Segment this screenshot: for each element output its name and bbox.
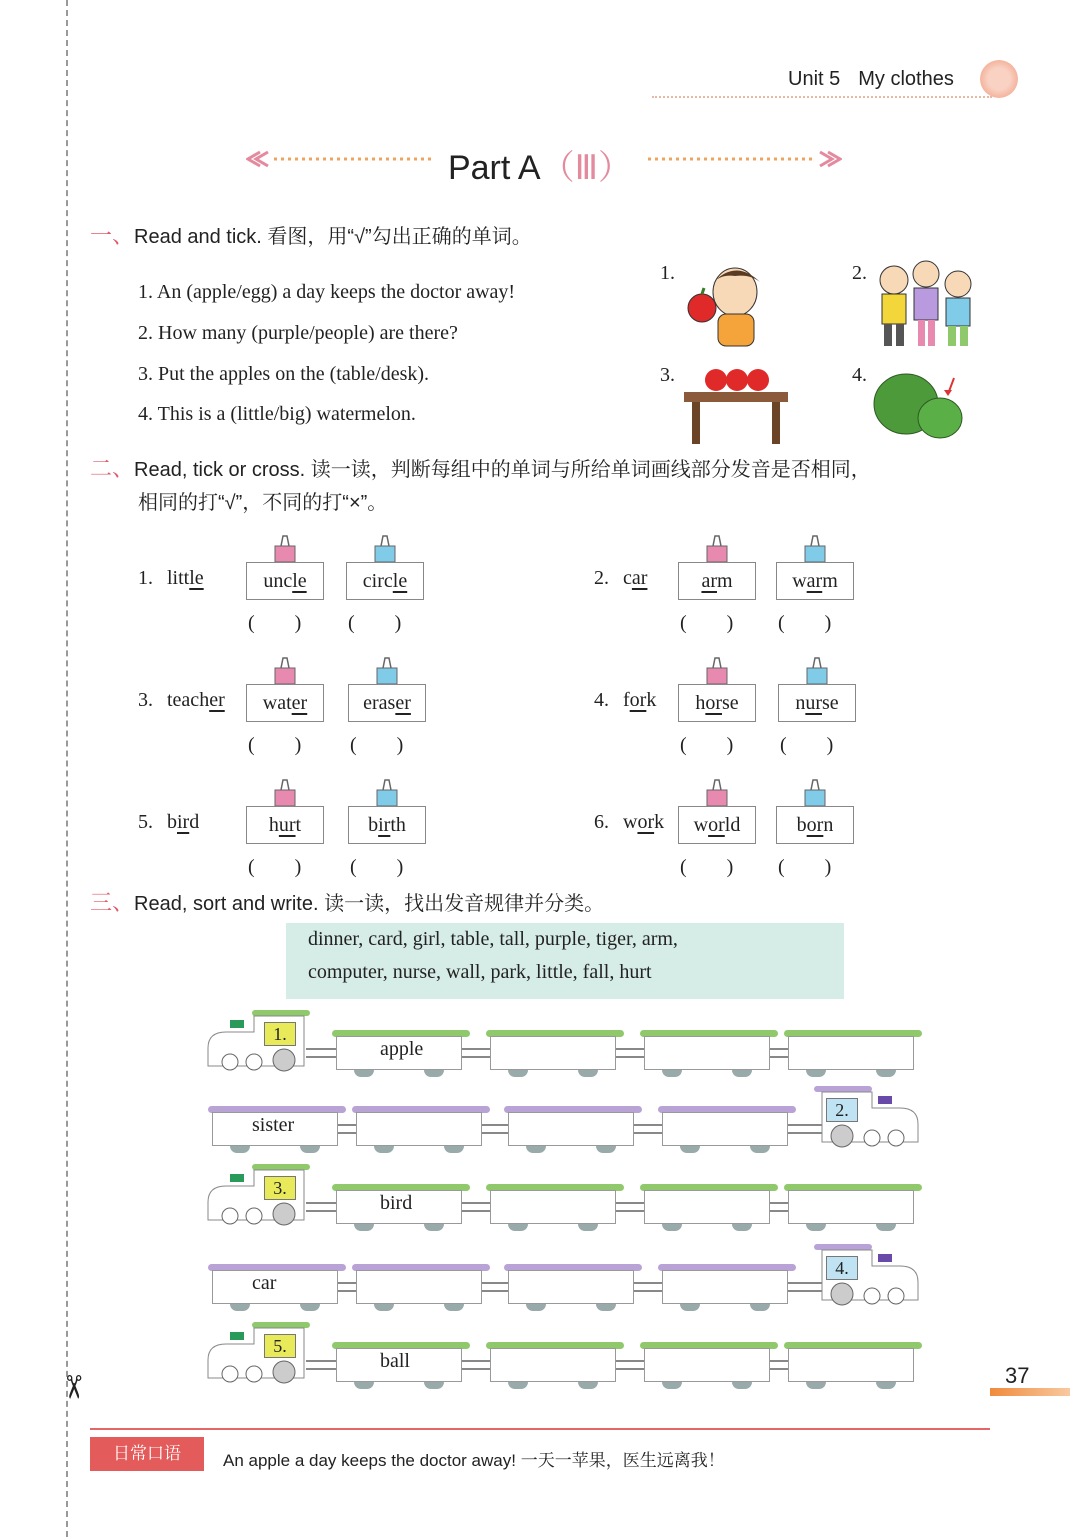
left-arrow-decoration [246, 150, 436, 168]
train-coupler [482, 1124, 508, 1134]
word-part: h [268, 814, 279, 836]
train-car-answer-slot[interactable] [788, 1190, 914, 1224]
group-3-keyword [138, 689, 225, 712]
word-part: t [295, 814, 302, 836]
train-wheel [596, 1146, 616, 1153]
answer-parentheses[interactable]: ( ) [248, 734, 302, 756]
train-car-answer-slot[interactable] [490, 1190, 616, 1224]
word-card [776, 562, 854, 600]
group-number: 5. [138, 811, 153, 833]
train-wheel [750, 1304, 770, 1311]
train-wheel [508, 1382, 528, 1389]
binder-clip-icon [374, 534, 396, 564]
keyword-part: teach [167, 689, 210, 711]
word-card [776, 806, 854, 844]
scissors-icon: ✂ [54, 1373, 93, 1401]
binder-clip-icon [804, 778, 826, 808]
section-1-heading [90, 219, 532, 254]
binder-clip-icon [274, 778, 296, 808]
train-coupler [462, 1360, 490, 1370]
word-card [348, 806, 426, 844]
unit-label: Unit 5 [788, 68, 841, 90]
word-card [678, 562, 756, 600]
cut-line [66, 0, 68, 1537]
group-number: 4. [594, 689, 609, 711]
train-coupler [306, 1048, 336, 1058]
page-number-bar [990, 1388, 1070, 1396]
train-wheel [876, 1070, 896, 1077]
train-wheel [300, 1304, 320, 1311]
word-bank-line2: computer, nurse, wall, park, little, fall, hurt [308, 961, 652, 983]
word-underlined-part: er [395, 692, 411, 714]
keyword-part: c [623, 567, 632, 589]
train-coupler [616, 1360, 644, 1370]
word-underlined-part: er [291, 692, 308, 714]
train-example-word: ball [380, 1350, 410, 1372]
keyword-underlined-part: ar [631, 567, 648, 589]
word-underlined-part: or [806, 814, 824, 836]
train-coupler [770, 1360, 788, 1370]
train-wheel [876, 1382, 896, 1389]
word-card [678, 806, 756, 844]
word-underlined-part: ur [805, 692, 822, 714]
group-6-keyword [594, 811, 664, 834]
section-2-heading [90, 452, 871, 487]
answer-parentheses[interactable]: ( ) [350, 734, 404, 756]
word-part: b [796, 814, 807, 836]
picture-label-2: 2. [852, 262, 867, 284]
train-coupler [482, 1282, 508, 1292]
train-car-answer-slot[interactable] [788, 1036, 914, 1070]
answer-parentheses[interactable]: ( ) [778, 856, 832, 878]
train-coupler [338, 1124, 356, 1134]
word-part: th [390, 814, 406, 836]
word-part: wat [262, 692, 292, 714]
group-4-keyword [594, 689, 656, 712]
train-wheel [876, 1224, 896, 1231]
train-wheel [508, 1070, 528, 1077]
word-part: se [722, 692, 739, 714]
train-wheel [806, 1070, 826, 1077]
section-2-number: 二、 [90, 456, 135, 481]
train-wheel [526, 1304, 546, 1311]
group-2-keyword [594, 567, 647, 590]
section-2-instruction-line2: 相同的打“√”，不同的打“×”。 [138, 492, 388, 514]
watermelons-image [872, 368, 968, 440]
unit-header [788, 68, 972, 91]
word-underlined-part: ar [806, 570, 823, 592]
word-part: se [822, 692, 839, 714]
binder-clip-icon [274, 656, 296, 686]
train-number: 1. [264, 1022, 296, 1046]
train-wheel [374, 1304, 394, 1311]
word-part: ld [724, 814, 741, 836]
train-car-answer-slot[interactable] [644, 1036, 770, 1070]
word-bank [286, 923, 844, 999]
word-part: w [792, 570, 807, 592]
train-coupler [462, 1048, 490, 1058]
keyword-part: b [167, 811, 177, 833]
train-car-answer-slot[interactable] [508, 1270, 634, 1304]
keyword-part: w [623, 811, 638, 833]
train-wheel [578, 1382, 598, 1389]
answer-parentheses[interactable]: ( ) [780, 734, 834, 756]
group-5-keyword [138, 811, 199, 834]
train-wheel [596, 1304, 616, 1311]
binder-clip-icon [376, 656, 398, 686]
keyword-underlined-part: or [629, 689, 647, 711]
word-bank-line1: dinner, card, girl, table, tall, purple, tiger, arm, [308, 928, 678, 950]
section-1-instruction: Read and tick. 看图，用“√”勾出正确的单词。 [134, 226, 532, 248]
train-car-answer-slot[interactable] [490, 1036, 616, 1070]
keyword-underlined-part: ir [177, 811, 190, 833]
train-car-answer-slot[interactable] [662, 1270, 788, 1304]
word-card [346, 562, 424, 600]
group-number: 3. [138, 689, 153, 711]
keyword-underlined-part: er [209, 689, 225, 711]
section-1-number: 一、 [90, 223, 135, 248]
train-wheel [662, 1070, 682, 1077]
word-part: w [693, 814, 709, 836]
keyword-underlined-part: or [637, 811, 655, 833]
train-car-answer-slot[interactable] [662, 1112, 788, 1146]
train-car-answer-slot[interactable] [356, 1270, 482, 1304]
binder-clip-icon [706, 778, 728, 808]
train-wheel [424, 1070, 444, 1077]
word-underlined-part: or [705, 692, 722, 714]
train-wheel [508, 1224, 528, 1231]
binder-clip-icon [376, 778, 398, 808]
train-wheel [424, 1382, 444, 1389]
train-wheel [732, 1224, 752, 1231]
train-coupler [788, 1124, 822, 1134]
train-coupler [306, 1202, 336, 1212]
apples-on-table-image [682, 362, 792, 446]
train-wheel [806, 1224, 826, 1231]
answer-parentheses[interactable]: ( ) [348, 612, 402, 634]
train-wheel [750, 1146, 770, 1153]
word-part: m [822, 570, 838, 592]
part-roman: （Ⅲ） [540, 149, 633, 187]
question-2: 2. How many (purple/people) are there? [138, 322, 458, 344]
word-card [348, 684, 426, 722]
train-wheel [578, 1070, 598, 1077]
part-title-text: Part A [447, 149, 541, 187]
keyword-part: k [646, 689, 657, 711]
train-wheel [300, 1146, 320, 1153]
train-number: 3. [264, 1176, 296, 1200]
train-car-answer-slot[interactable] [644, 1190, 770, 1224]
question-1: 1. An (apple/egg) a day keeps the doctor away! [138, 281, 516, 303]
word-card [678, 684, 756, 722]
train-wheel [230, 1146, 250, 1153]
word-card [246, 562, 324, 600]
binder-clip-icon [804, 534, 826, 564]
word-part: circ [362, 570, 393, 592]
train-car-answer-slot[interactable] [490, 1348, 616, 1382]
train-example-word: sister [252, 1114, 295, 1136]
train-coupler [634, 1124, 662, 1134]
train-number: 2. [826, 1098, 858, 1122]
question-3: 3. Put the apples on the (table/desk). [138, 363, 430, 385]
train-coupler [770, 1202, 788, 1212]
train-coupler [788, 1282, 822, 1292]
train-example-word: car [252, 1272, 277, 1294]
binder-clip-icon [274, 534, 296, 564]
train-car-answer-slot[interactable] [356, 1112, 482, 1146]
train-wheel [444, 1304, 464, 1311]
word-underlined-part: ur [278, 814, 296, 836]
word-part: m [716, 570, 733, 592]
train-coupler [616, 1202, 644, 1212]
page-title [0, 140, 1080, 189]
train-wheel [424, 1224, 444, 1231]
group-number: 6. [594, 811, 609, 833]
word-underlined-part: ar [701, 570, 717, 592]
keyword-part: litt [167, 567, 190, 589]
section-3-number: 三、 [90, 890, 135, 915]
keyword-part: d [189, 811, 200, 833]
word-underlined-part: le [292, 570, 307, 592]
train-car-answer-slot[interactable] [788, 1348, 914, 1382]
train-wheel [354, 1224, 374, 1231]
right-arrow-decoration [646, 150, 842, 168]
train-car-answer-slot[interactable] [644, 1348, 770, 1382]
binder-clip-icon [706, 534, 728, 564]
train-coupler [770, 1048, 788, 1058]
answer-parentheses[interactable]: ( ) [680, 734, 734, 756]
train-wheel [806, 1382, 826, 1389]
word-part: unc [263, 570, 293, 592]
answer-parentheses[interactable]: ( ) [248, 612, 302, 634]
train-car-answer-slot[interactable] [508, 1112, 634, 1146]
train-wheel [444, 1146, 464, 1153]
train-coupler [616, 1048, 644, 1058]
train-wheel [732, 1070, 752, 1077]
boy-with-apple-image [680, 262, 780, 352]
train-wheel [526, 1146, 546, 1153]
picture-label-4: 4. [852, 364, 867, 386]
group-number: 1. [138, 567, 153, 589]
unit-topic: My clothes [858, 68, 954, 90]
train-wheel [578, 1224, 598, 1231]
three-children-image [872, 258, 984, 352]
train-example-word: bird [380, 1192, 413, 1214]
word-underlined-part: or [708, 814, 725, 836]
group-1-keyword [138, 567, 204, 590]
train-number: 4. [826, 1256, 858, 1280]
section-3-heading [90, 886, 604, 921]
train-coupler [338, 1282, 356, 1292]
train-wheel [374, 1146, 394, 1153]
answer-parentheses[interactable]: ( ) [350, 856, 404, 878]
train-wheel [354, 1070, 374, 1077]
binder-clip-icon [806, 656, 828, 686]
section-2-instruction-line1: Read, tick or cross. 读一读，判断每组中的单词与所给单词画线部分发音是否相同， [134, 459, 871, 481]
picture-label-1: 1. [660, 262, 675, 284]
train-wheel [732, 1382, 752, 1389]
page-number: 37 [1005, 1363, 1030, 1388]
word-underlined-part: ir [378, 814, 391, 836]
decorative-line [652, 96, 992, 104]
train-wheel [680, 1304, 700, 1311]
keyword-underlined-part: le [189, 567, 204, 589]
keyword-part: f [623, 689, 630, 711]
train-wheel [354, 1382, 374, 1389]
footer-text: An apple a day keeps the doctor away! 一天一苹果，医生远离我！ [223, 1451, 725, 1470]
train-wheel [662, 1382, 682, 1389]
train-coupler [462, 1202, 490, 1212]
section-3-instruction: Read, sort and write. 读一读，找出发音规律并分类。 [134, 893, 605, 915]
train-wheel [662, 1224, 682, 1231]
train-coupler [306, 1360, 336, 1370]
word-card [246, 684, 324, 722]
answer-parentheses[interactable]: ( ) [778, 612, 832, 634]
flower-icon [980, 60, 1018, 98]
word-underlined-part: le [392, 570, 408, 592]
word-card [246, 806, 324, 844]
train-wheel [230, 1304, 250, 1311]
binder-clip-icon [706, 656, 728, 686]
word-part: n [823, 814, 834, 836]
train-example-word: apple [380, 1038, 424, 1060]
word-part: h [695, 692, 706, 714]
group-number: 2. [594, 567, 609, 589]
footer-tag: 日常口语 [90, 1437, 204, 1471]
word-part: n [795, 692, 806, 714]
train-coupler [634, 1282, 662, 1292]
footer-divider [90, 1428, 990, 1430]
answer-parentheses[interactable]: ( ) [680, 612, 734, 634]
word-card [778, 684, 856, 722]
train-wheel [680, 1146, 700, 1153]
answer-parentheses[interactable]: ( ) [680, 856, 734, 878]
picture-label-3: 3. [660, 364, 675, 386]
keyword-part: k [654, 811, 665, 833]
word-part: b [368, 814, 379, 836]
answer-parentheses[interactable]: ( ) [248, 856, 302, 878]
question-4: 4. This is a (little/big) watermelon. [138, 403, 416, 425]
word-part: eras [363, 692, 396, 714]
train-number: 5. [264, 1334, 296, 1358]
